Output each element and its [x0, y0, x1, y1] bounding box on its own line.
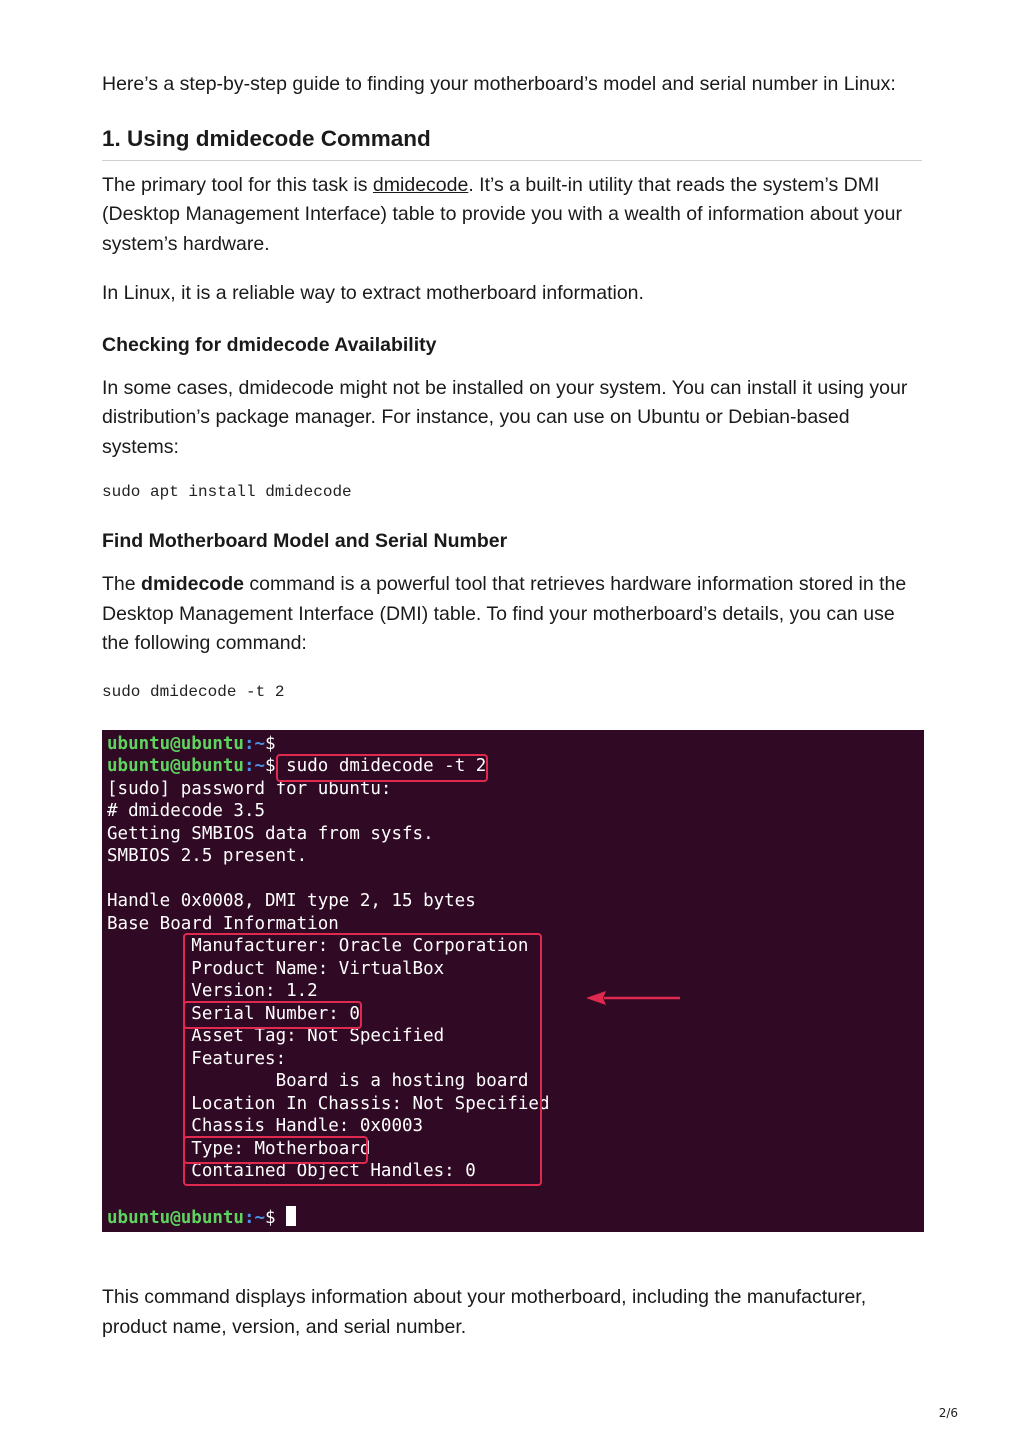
terminal-output-line: Manufacturer: Oracle Corporation — [107, 936, 529, 956]
paragraph-text: The primary tool for this task is — [102, 173, 373, 196]
terminal-output-line: Product Name: VirtualBox — [107, 958, 445, 979]
prompt-symbol: $ — [265, 1207, 276, 1228]
terminal-output-line: Asset Tag: Not Specified — [107, 1026, 445, 1046]
prompt-user: ubuntu@ubuntu — [107, 733, 244, 754]
paragraph-text: command is a powerful tool that retrieves hardware information stored in the Desktop Management Interface (DMI) table. To find your motherboard’s details, you can use the following command: — [102, 573, 907, 654]
subheading-availability: Checking for dmidecode Availability — [102, 333, 437, 356]
terminal-command: sudo dmidecode -t 2 — [286, 756, 487, 776]
terminal-output-line: Base Board Information — [107, 913, 339, 934]
terminal-screenshot — [102, 730, 924, 1232]
prompt-user: ubuntu@ubuntu — [107, 756, 244, 776]
terminal-cursor — [286, 1206, 296, 1226]
serial-number-highlight-box — [183, 1001, 362, 1029]
red-arrow-icon — [586, 989, 682, 1007]
terminal-final-prompt — [107, 1206, 296, 1230]
paragraph-dmidecode-tool — [102, 570, 922, 659]
terminal-output-line: [sudo] password for ubuntu: — [107, 778, 392, 799]
subheading-find-model: Find Motherboard Model and Serial Number — [102, 530, 508, 552]
terminal-output-line: Getting SMBIOS data from sysfs. — [107, 823, 434, 844]
section-heading: 1. Using dmidecode Command — [102, 126, 922, 161]
prompt-path: :~ — [243, 733, 266, 754]
prompt-path: :~ — [243, 756, 266, 776]
terminal-prompt-line — [107, 733, 276, 756]
article-content — [102, 70, 922, 1232]
dmidecode-command-code: sudo dmidecode -t 2 — [102, 682, 285, 701]
terminal-output-line: Chassis Handle: 0x0003 — [107, 1116, 424, 1136]
dmidecode-bold: dmidecode — [141, 573, 244, 595]
prompt-symbol: $ — [265, 756, 276, 776]
terminal-output-line: Version: 1.2 — [107, 981, 318, 1001]
terminal-output-line: Handle 0x0008, DMI type 2, 15 bytes — [107, 891, 476, 911]
paragraph-reliable: In Linux, it is a reliable way to extract motherboard information. — [102, 282, 644, 304]
prompt-user: ubuntu@ubuntu — [107, 1207, 244, 1228]
paragraph-output-summary: This command displays information about your motherboard, including the manufacturer, product name, version, and serial number. — [102, 1286, 867, 1338]
dmidecode-link[interactable]: dmidecode — [372, 173, 469, 196]
terminal-output-line: # dmidecode 3.5 — [107, 801, 266, 821]
terminal-output-line: SMBIOS 2.5 present. — [107, 846, 308, 866]
type-highlight-box — [183, 1136, 368, 1164]
terminal-output-line: Location In Chassis: Not Specified — [107, 1093, 550, 1114]
paragraph-text: The — [102, 573, 142, 595]
terminal-output-line: Board is a hosting board — [107, 1071, 529, 1091]
command-highlight-box — [276, 754, 488, 782]
prompt-path: :~ — [243, 1207, 266, 1228]
install-command-code: sudo apt install dmidecode — [102, 483, 352, 501]
terminal-output-line: Contained Object Handles: 0 — [107, 1161, 476, 1181]
terminal-output-line: Type: Motherboard — [107, 1138, 371, 1159]
paragraph-dmidecode-intro — [102, 171, 922, 260]
page-number: 2/6 — [938, 1406, 958, 1420]
intro-paragraph: Here’s a step-by-step guide to finding your motherboard’s model and serial number in Linux: — [102, 73, 896, 95]
paragraph-install: In some cases, dmidecode might not be installed on your system. You can install it using your distribution’s package manager. For instance, you can use on Ubuntu or Debian-based systems: — [102, 376, 908, 458]
paragraph-text: . It’s a built-in utility that reads the system’s DMI (Desktop Management Interface) table to provide you with a wealth of information about your system’s hardware. — [102, 173, 902, 255]
terminal-output-line: Features: — [107, 1048, 287, 1069]
terminal-output-line: Serial Number: 0 — [107, 1003, 360, 1024]
prompt-symbol: $ — [265, 733, 276, 754]
